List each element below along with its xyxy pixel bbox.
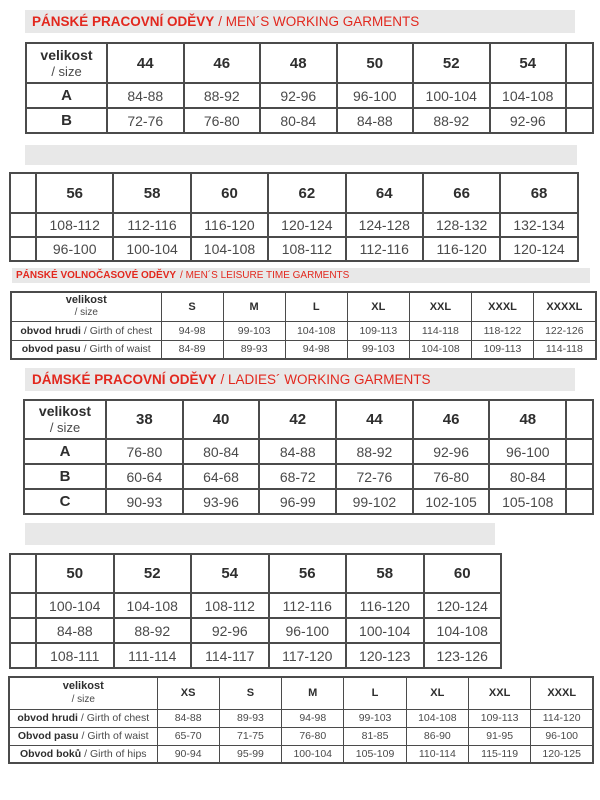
size-range-cell: 118-122 [471,321,533,340]
size-column-header: 44 [107,43,184,83]
size-range-cell: 132-134 [500,213,577,237]
size-range-cell: 104-108 [409,340,471,359]
size-range-cell: 112-116 [346,237,423,261]
section-title-english: / MEN´S LEISURE TIME GARMENTS [180,270,350,281]
size-range-cell: 115-119 [468,745,530,763]
size-range-cell: 116-120 [191,213,268,237]
sliver-cell [10,618,36,643]
size-range-cell: 100-104 [346,618,424,643]
size-range-cell: 76-80 [282,727,344,745]
size-range-cell: 104-108 [191,237,268,261]
row-label [11,340,161,359]
size-range-cell: 88-92 [114,618,192,643]
section-title-english: / MEN´S WORKING GARMENTS [218,14,420,29]
size-range-cell: 81-85 [344,727,406,745]
size-range-cell: 100-104 [413,83,490,108]
size-range-cell: 123-126 [424,643,502,668]
size-range-cell: 120-125 [531,745,593,763]
row-label-english: / Girth of waist [78,730,149,742]
size-column-header: S [161,292,223,321]
section-title-men-leisure [12,268,590,283]
size-label-czech: velikost [40,46,93,63]
size-label-english: / size [71,693,95,705]
size-range-cell: 89-93 [223,340,285,359]
size-range-cell: 92-96 [413,439,490,464]
size-column-header: XS [157,677,219,709]
size-range-cell: 104-108 [424,618,502,643]
size-range-cell: 104-108 [285,321,347,340]
size-range-cell: 90-94 [157,745,219,763]
size-column-header: 66 [423,173,500,213]
size-column-header: 68 [500,173,577,213]
sliver-cell [10,213,36,237]
size-range-cell: 65-70 [157,727,219,745]
sliver-cell [566,108,593,133]
size-column-header: XXXXL [534,292,596,321]
size-column-header: M [223,292,285,321]
size-column-header: 60 [424,554,502,593]
size-column-header: S [219,677,281,709]
size-range-cell: 109-113 [468,709,530,727]
size-range-cell: 100-104 [36,593,114,618]
size-column-header: XXL [468,677,530,709]
size-range-cell: 99-103 [347,340,409,359]
size-range-cell: 117-120 [269,643,347,668]
size-column-header: XL [347,292,409,321]
section-title-ladies-working [25,368,575,391]
size-column-header: 58 [113,173,190,213]
size-range-cell: 104-108 [406,709,468,727]
size-range-cell: 96-100 [531,727,593,745]
section-title-czech: PÁNSKÉ PRACOVNÍ ODĚVY [32,14,215,29]
size-column-header: 58 [346,554,424,593]
table-container-men-2 [9,172,579,262]
size-range-cell: 84-88 [337,108,414,133]
row-label-czech: Obvod boků [19,747,82,760]
size-range-cell: 96-100 [269,618,347,643]
row-label-czech: obvod pasu [21,343,81,356]
ladies-working-sizes-38-48 [23,399,594,515]
size-range-cell: 114-117 [191,643,269,668]
row-label-czech: obvod hrudi [17,712,78,724]
size-range-cell: 94-98 [161,321,223,340]
row-label [9,727,157,745]
row-label [11,321,161,340]
size-range-cell: 128-132 [423,213,500,237]
size-label-header [9,677,157,709]
size-range-cell: 92-96 [490,108,567,133]
size-range-cell: 93-96 [183,489,260,514]
size-label-english: / size [51,63,82,79]
size-range-cell: 116-120 [423,237,500,261]
size-column-header: M [282,677,344,709]
size-range-cell: 76-80 [413,464,490,489]
row-label: B [26,108,107,133]
row-label: A [24,439,106,464]
size-label-czech: velikost [65,293,107,306]
size-range-cell: 105-108 [489,489,566,514]
size-column-header: 50 [337,43,414,83]
size-range-cell: 92-96 [191,618,269,643]
size-column-header: XL [406,677,468,709]
size-range-cell: 110-114 [406,745,468,763]
size-column-header: 54 [191,554,269,593]
row-label: B [24,464,106,489]
sliver-cell [10,593,36,618]
size-column-header: 44 [336,400,413,439]
size-label-english: / size [74,307,98,319]
size-range-cell: 120-124 [268,213,345,237]
size-range-cell: 94-98 [282,709,344,727]
size-range-cell: 72-76 [107,108,184,133]
row-label-english: / Girth of chest [80,324,153,337]
size-range-cell: 120-124 [424,593,502,618]
size-label-czech: velikost [62,680,104,693]
sliver-cell [10,554,36,593]
ladies-letter-sizes [8,676,594,764]
section-title-czech: DÁMSKÉ PRACOVNÍ ODĚVY [32,372,217,387]
size-column-header: XXXL [531,677,593,709]
size-range-cell: 68-72 [259,464,336,489]
size-range-cell: 88-92 [184,83,261,108]
row-label-english: / Girth of waist [80,343,151,356]
size-range-cell: 91-95 [468,727,530,745]
size-range-cell: 104-108 [490,83,567,108]
table-container-men-1 [25,42,594,134]
size-column-header: XXXL [471,292,533,321]
size-range-cell: 84-88 [157,709,219,727]
row-label-english: / Girth of hips [81,747,147,760]
size-range-cell: 102-105 [413,489,490,514]
size-range-cell: 94-98 [285,340,347,359]
size-column-header: 56 [269,554,347,593]
size-column-header: 46 [184,43,261,83]
size-label-header [26,43,107,83]
size-range-cell: 108-112 [36,213,113,237]
size-range-cell: 116-120 [346,593,424,618]
section-title-czech: PÁNSKÉ VOLNOČASOVÉ ODĚVY [16,270,177,281]
size-range-cell: 108-112 [268,237,345,261]
size-range-cell: 90-93 [106,489,183,514]
size-range-cell: 99-102 [336,489,413,514]
size-range-cell: 108-111 [36,643,114,668]
size-label-header [11,292,161,321]
row-label: C [24,489,106,514]
size-range-cell: 114-120 [531,709,593,727]
size-range-cell: 64-68 [183,464,260,489]
size-range-cell: 108-112 [191,593,269,618]
men-leisure-sizes [10,291,597,360]
row-label-english: / Girth of chest [77,712,150,724]
size-range-cell: 109-113 [471,340,533,359]
sliver-cell [566,489,593,514]
size-column-header: 48 [260,43,337,83]
size-range-cell: 112-116 [113,213,190,237]
sliver-cell [566,43,593,83]
size-range-cell: 100-104 [113,237,190,261]
section-title-english: / LADIES´ WORKING GARMENTS [220,372,431,387]
size-label-header [24,400,106,439]
size-range-cell: 120-123 [346,643,424,668]
size-column-header: 54 [490,43,567,83]
size-range-cell: 114-118 [409,321,471,340]
size-range-cell: 60-64 [106,464,183,489]
size-range-cell: 84-89 [161,340,223,359]
size-range-cell: 111-114 [114,643,192,668]
size-range-cell: 76-80 [184,108,261,133]
size-range-cell: 84-88 [259,439,336,464]
table-container-ladies-3 [8,676,594,764]
size-range-cell: 96-100 [337,83,414,108]
size-range-cell: 80-84 [489,464,566,489]
size-range-cell: 112-116 [269,593,347,618]
size-range-cell: 100-104 [282,745,344,763]
size-column-header: 38 [106,400,183,439]
men-working-sizes-44-54 [25,42,594,134]
size-range-cell: 72-76 [336,464,413,489]
row-label: A [26,83,107,108]
size-column-header: 40 [183,400,260,439]
size-range-cell: 124-128 [346,213,423,237]
size-range-cell: 122-126 [534,321,596,340]
size-column-header: 50 [36,554,114,593]
size-range-cell: 86-90 [406,727,468,745]
size-column-header: 62 [268,173,345,213]
section-title-men-working [25,10,575,33]
row-label [9,745,157,763]
size-label-english: / size [49,420,81,436]
sliver-cell [566,464,593,489]
sliver-cell [10,173,36,213]
size-range-cell: 96-100 [36,237,113,261]
size-column-header: L [344,677,406,709]
size-range-cell: 109-113 [347,321,409,340]
sliver-cell [566,400,593,439]
size-range-cell: 96-99 [259,489,336,514]
section-divider-bar [25,145,577,165]
size-range-cell: 71-75 [219,727,281,745]
size-range-cell: 104-108 [114,593,192,618]
size-column-header: 64 [346,173,423,213]
size-range-cell: 95-99 [219,745,281,763]
size-column-header: 60 [191,173,268,213]
size-range-cell: 76-80 [106,439,183,464]
sliver-cell [566,83,593,108]
size-column-header: 52 [114,554,192,593]
row-label-czech: Obvod pasu [17,730,79,742]
size-range-cell: 114-118 [534,340,596,359]
size-range-cell: 96-100 [489,439,566,464]
size-range-cell: 84-88 [107,83,184,108]
size-range-cell: 89-93 [219,709,281,727]
sliver-cell [10,237,36,261]
ladies-working-sizes-50-60 [9,553,502,669]
size-range-cell: 80-84 [260,108,337,133]
size-column-header: 48 [489,400,566,439]
sliver-cell [566,439,593,464]
size-range-cell: 88-92 [413,108,490,133]
row-label-czech: obvod hrudi [20,324,81,337]
size-column-header: 52 [413,43,490,83]
size-label-czech: velikost [38,403,92,420]
size-range-cell: 99-103 [344,709,406,727]
size-column-header: XXL [409,292,471,321]
size-range-cell: 99-103 [223,321,285,340]
table-container-ladies-1 [23,399,594,515]
size-column-header: 42 [259,400,336,439]
men-working-sizes-56-68 [9,172,579,262]
size-range-cell: 120-124 [500,237,577,261]
size-column-header: L [285,292,347,321]
size-range-cell: 88-92 [336,439,413,464]
size-column-header: 56 [36,173,113,213]
size-range-cell: 92-96 [260,83,337,108]
size-column-header: 46 [413,400,490,439]
table-container-leisure [10,291,597,360]
sliver-cell [10,643,36,668]
size-range-cell: 80-84 [183,439,260,464]
row-label [9,709,157,727]
section-divider-bar [25,523,495,545]
table-container-ladies-2 [9,553,502,669]
size-range-cell: 105-109 [344,745,406,763]
size-range-cell: 84-88 [36,618,114,643]
